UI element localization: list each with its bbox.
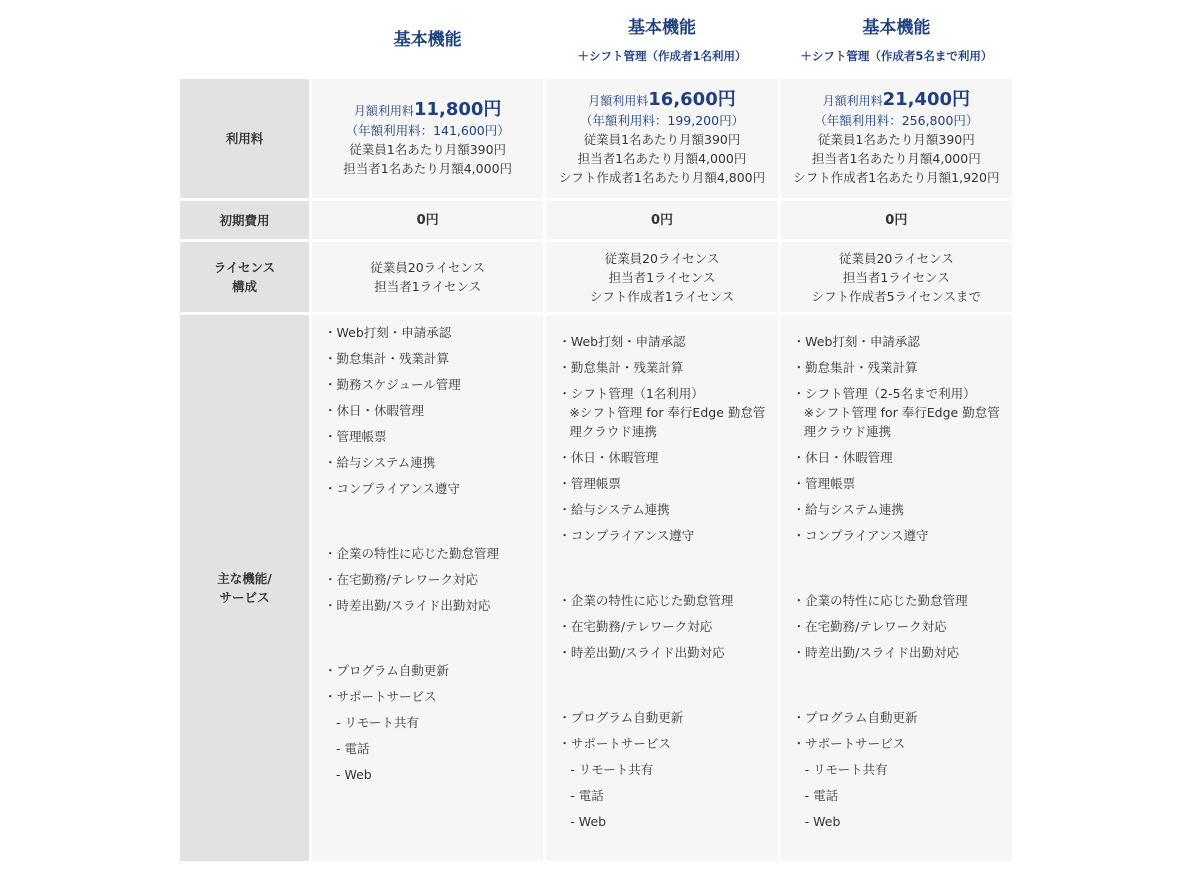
feature-item: ・サポートサービス [792,736,906,751]
fee-detail: シフト作成者1名あたり月額4,800円 [558,170,766,185]
price-value: 11,800円 [413,98,502,120]
feature-item: ・時差出勤/スライド出勤対応 [558,645,725,660]
row-label-license: ライセンス 構成 [180,242,309,312]
feature-item: ・Web打刻・申請承認 [324,325,452,340]
feature-item: ・コンプライアンス遵守 [324,481,460,496]
feature-group [793,332,1000,545]
license-item: 担当者1ライセンス [374,279,482,294]
feature-item: ・勤務スケジュール管理 [324,377,461,392]
feature-item: ・給与システム連携 [324,455,436,470]
feature-item: ・プログラム自動更新 [324,663,449,678]
feature-item: ・プログラム自動更新 [558,710,684,725]
plan-title: 基本機能 [627,17,696,38]
feature-item: ・勤怠集計・残業計算 [558,360,684,375]
feature-item: - 電話 [336,741,370,756]
plan-subtitle: ＋シフト管理（作成者5名まで利用） [800,48,993,63]
initial-cost: 0円 [312,201,543,239]
pricing-table [177,0,1015,864]
initial-cost: 0円 [546,201,777,239]
feature-item: ・在宅勤務/テレワーク対応 [324,572,478,587]
feature-item: ・給与システム連携 [558,502,670,517]
features-cell [546,315,777,861]
plan-header [312,3,543,76]
feature-item: ・管理帳票 [324,429,387,444]
feature-item: - 電話 [804,788,839,803]
feature-group [558,332,765,545]
feature-group [558,591,765,662]
feature-item: ・在宅勤務/テレワーク対応 [792,619,947,634]
license-item: 従業員20ライセンス [604,250,720,266]
feature-item: - Web [804,814,841,829]
feature-item: - 電話 [570,788,604,803]
features-row [180,315,1012,861]
feature-group [324,323,531,498]
plan-title: 基本機能 [862,17,931,38]
feature-item: ・企業の特性に応じた勤怠管理 [324,546,500,561]
feature-group [324,544,531,615]
feature-item: ・休日・休暇管理 [324,403,425,418]
feature-item: ・時差出勤/スライド出勤対応 [324,598,491,613]
price-label: 月額利用料 [353,103,414,118]
price-value: 21,400円 [882,89,971,110]
feature-item: ・Web打刻・申請承認 [792,334,920,349]
feature-item: ・プログラム自動更新 [792,710,918,725]
feature-item: - リモート共有 [336,715,419,730]
feature-item: - リモート共有 [804,762,888,777]
plan-title: 基本機能 [393,29,462,50]
license-row [180,242,1012,312]
license-item: 従業員20ライセンス [370,260,486,275]
feature-group [793,591,1000,662]
feature-item: ・シフト管理（1名利用） ※シフト管理 for 奉行Edge 勤怠管理クラウド連携 [558,386,766,439]
annual-price: （年額利用料：199,200円） [579,113,745,128]
fee-detail: 従業員1名あたり月額390円 [349,141,507,157]
feature-item: - Web [336,767,372,782]
row-label-features: 主な機能/ サービス [180,315,309,861]
plan-header-row [180,3,1012,76]
fee-detail: 担当者1名あたり月額4,000円 [811,151,981,166]
price-label: 月額利用料 [822,94,883,108]
feature-item: ・管理帳票 [558,476,621,491]
feature-item: ・時差出勤/スライド出勤対応 [792,645,959,660]
feature-item: ・管理帳票 [792,476,856,491]
annual-price: （年額利用料：141,600円） [345,122,510,138]
feature-group [324,661,531,784]
feature-item: ・サポートサービス [558,736,671,751]
monthly-price [781,90,1012,111]
feature-item: ・コンプライアンス遵守 [558,528,695,543]
initial-cost: 0円 [781,201,1012,239]
feature-item: ・企業の特性に応じた勤怠管理 [558,593,734,608]
fee-detail: シフト作成者1名あたり月額1,920円 [793,170,1000,185]
feature-group [558,708,765,831]
price-value: 16,600円 [648,89,736,110]
features-cell [312,315,543,861]
fee-cell [312,79,543,198]
fee-cell [781,79,1012,198]
feature-item: - Web [570,814,607,829]
feature-item: ・休日・休暇管理 [558,450,659,465]
plan-subtitle: ＋シフト管理（作成者1名利用） [577,48,747,63]
empty-corner [180,3,309,76]
fee-row [180,79,1012,198]
license-item: シフト作成者1ライセンス [589,288,735,304]
feature-item: ・サポートサービス [324,689,437,704]
plan-header [781,3,1012,76]
feature-item: ・企業の特性に応じた勤怠管理 [792,593,968,608]
fee-detail: 従業員1名あたり月額390円 [817,132,975,147]
feature-item: ・給与システム連携 [792,502,904,517]
feature-item: - リモート共有 [570,762,654,777]
annual-price: （年額利用料：256,800円） [814,113,979,128]
license-cell [546,242,777,312]
fee-detail: 担当者1名あたり月額4,000円 [577,151,747,166]
feature-group [793,708,1000,831]
license-item: 担当者1ライセンス [608,269,716,285]
fee-detail: 従業員1名あたり月額390円 [583,132,741,147]
feature-item: ・勤怠集計・残業計算 [792,360,918,375]
monthly-price [546,90,777,111]
fee-cell [546,79,777,198]
initial-row [180,201,1012,239]
feature-item: ・在宅勤務/テレワーク対応 [558,619,713,634]
license-item: 従業員20ライセンス [838,250,954,266]
feature-item: ・シフト管理（2-5名まで利用） ※シフト管理 for 奉行Edge 勤怠管理クラウド連携 [792,386,1000,439]
features-cell [781,315,1012,861]
feature-item: ・休日・休暇管理 [792,450,893,465]
license-cell [312,242,543,312]
feature-item: ・Web打刻・申請承認 [558,334,686,349]
feature-item: ・コンプライアンス遵守 [792,528,929,543]
plan-header [546,3,777,76]
license-item: 担当者1ライセンス [842,269,950,285]
license-cell [781,242,1012,312]
license-item: シフト作成者5ライセンスまで [811,288,981,304]
fee-detail: 担当者1名あたり月額4,000円 [343,160,513,176]
row-label-fee: 利用料 [180,79,309,198]
row-label-initial: 初期費用 [180,201,309,239]
price-label: 月額利用料 [588,94,649,108]
monthly-price [312,100,543,121]
feature-item: ・勤怠集計・残業計算 [324,351,450,366]
